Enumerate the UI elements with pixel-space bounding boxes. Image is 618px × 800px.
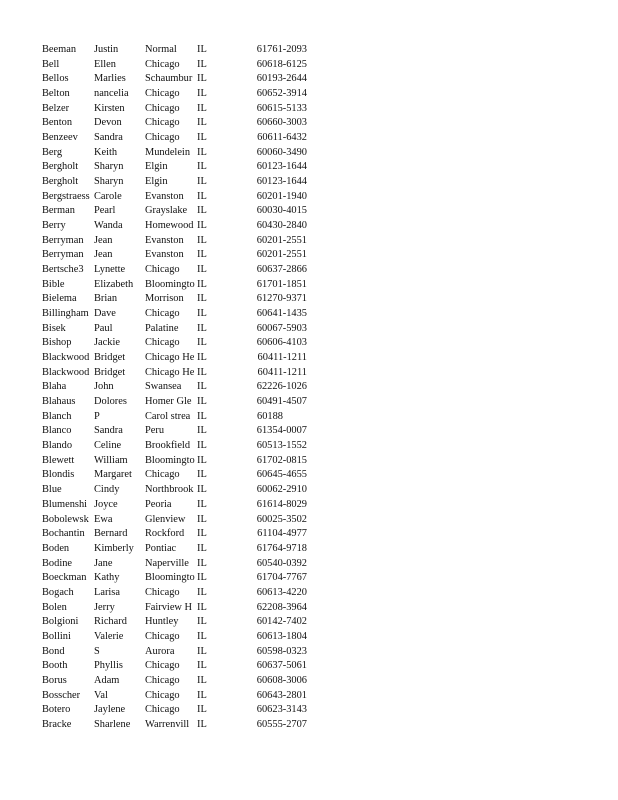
zip-cell: 60201-2551 (256, 249, 307, 261)
first-name-cell: Jerry (94, 601, 115, 613)
last-name-cell: Bishop (42, 337, 72, 349)
first-name-cell: Celine (94, 440, 122, 452)
city-cell: Northbrook (145, 484, 194, 496)
list-row (42, 263, 312, 278)
state-cell: IL (197, 146, 207, 158)
first-name-cell: Dolores (94, 396, 127, 408)
state-cell: IL (197, 557, 207, 569)
last-name-cell: Bergholt (42, 161, 79, 173)
first-name-cell: S (94, 645, 100, 657)
city-cell: Morrison (145, 293, 184, 305)
list-row (42, 190, 312, 205)
city-cell: Peoria (145, 498, 172, 510)
first-name-cell: Ewa (94, 513, 113, 525)
state-cell: IL (197, 58, 207, 70)
zip-cell: 60637-5061 (256, 660, 307, 672)
zip-cell: 60652-3914 (256, 88, 307, 100)
list-row (42, 307, 312, 322)
first-name-cell: P (94, 410, 100, 422)
list-row (42, 131, 312, 146)
first-name-cell: Sharyn (94, 161, 124, 173)
zip-cell: 60660-3003 (256, 117, 307, 129)
last-name-cell: Blahaus (42, 396, 76, 408)
zip-cell: 60645-4655 (256, 469, 307, 481)
first-name-cell: Bridget (94, 352, 126, 364)
zip-cell: 60430-2840 (256, 220, 307, 232)
list-row (42, 468, 312, 483)
first-name-cell: nancelia (94, 88, 129, 100)
city-cell: Normal (145, 44, 177, 55)
last-name-cell: Botero (42, 704, 71, 716)
list-row (42, 557, 312, 572)
first-name-cell: Larisa (94, 586, 120, 598)
state-cell: IL (197, 293, 207, 305)
city-cell: Carol strea (145, 410, 191, 422)
last-name-cell: Berryman (42, 234, 84, 246)
zip-cell: 60623-3143 (256, 704, 307, 716)
state-cell: IL (197, 410, 207, 422)
zip-cell: 60201-1940 (256, 190, 307, 202)
first-name-cell: Val (94, 689, 108, 701)
last-name-cell: Blanch (42, 410, 72, 422)
last-name-cell: Berman (42, 205, 75, 217)
city-cell: Chicago (145, 689, 180, 701)
last-name-cell: Blanco (42, 425, 72, 437)
last-name-cell: Belton (42, 88, 70, 100)
list-row (42, 689, 312, 704)
zip-cell: 61614-8029 (256, 498, 307, 510)
zip-cell: 60060-3490 (256, 146, 307, 158)
state-cell: IL (197, 498, 207, 510)
last-name-cell: Bell (42, 58, 60, 70)
city-cell: Chicago (145, 660, 180, 672)
city-cell: Huntley (145, 616, 179, 628)
last-name-cell: Blondis (42, 469, 75, 481)
list-row (42, 175, 312, 190)
zip-cell: 61701-1851 (256, 278, 307, 290)
last-name-cell: Belzer (42, 102, 70, 114)
first-name-cell: Ellen (94, 58, 116, 70)
list-row (42, 630, 312, 645)
list-row (42, 204, 312, 219)
zip-cell: 60611-6432 (257, 132, 307, 144)
list-row (42, 571, 312, 586)
last-name-cell: Booth (42, 660, 68, 672)
last-name-cell: Benzeev (42, 132, 78, 144)
zip-cell: 62226-1026 (256, 381, 307, 393)
state-cell: IL (197, 469, 207, 481)
state-cell: IL (197, 278, 207, 290)
state-cell: IL (197, 586, 207, 598)
zip-cell: 60641-1435 (256, 308, 307, 320)
city-cell: Chicago He (145, 366, 195, 378)
city-cell: Chicago (145, 88, 180, 100)
first-name-cell: John (94, 381, 114, 393)
state-cell: IL (197, 630, 207, 642)
state-cell: IL (197, 689, 207, 701)
zip-cell: 60123-1644 (256, 176, 307, 188)
city-cell: Naperville (145, 557, 189, 569)
list-row (42, 542, 312, 557)
first-name-cell: Dave (94, 308, 116, 320)
zip-cell: 61270-9371 (256, 293, 307, 305)
city-cell: Chicago (145, 704, 180, 716)
list-row (42, 645, 312, 660)
list-row (42, 424, 312, 439)
first-name-cell: Lynette (94, 264, 126, 276)
first-name-cell: Kirsten (94, 102, 125, 114)
last-name-cell: Blewett (42, 454, 75, 466)
zip-cell: 60540-0392 (256, 557, 307, 569)
list-row (42, 160, 312, 175)
first-name-cell: Jaylene (94, 704, 126, 716)
state-cell: IL (197, 88, 207, 100)
first-name-cell: Sharyn (94, 176, 124, 188)
first-name-cell: William (94, 454, 128, 466)
zip-cell: 60491-4507 (256, 396, 307, 408)
zip-cell: 60637-2866 (256, 264, 307, 276)
first-name-cell: Richard (94, 616, 127, 628)
city-cell: Homewood (145, 220, 194, 232)
city-cell: Evanston (145, 190, 184, 202)
state-cell: IL (197, 352, 207, 364)
last-name-cell: Bolgioni (42, 616, 79, 628)
first-name-cell: Devon (94, 117, 122, 129)
list-row (42, 601, 312, 616)
state-cell: IL (197, 528, 207, 540)
zip-cell: 61764-9718 (256, 542, 307, 554)
city-cell: Palatine (145, 322, 179, 334)
list-row (42, 718, 312, 733)
list-row (42, 58, 312, 73)
first-name-cell: Jackie (94, 337, 120, 349)
list-row (42, 483, 312, 498)
first-name-cell: Bridget (94, 366, 126, 378)
state-cell: IL (197, 322, 207, 334)
list-row (42, 366, 312, 381)
first-name-cell: Jean (94, 249, 113, 261)
state-cell: IL (197, 616, 207, 628)
last-name-cell: Blando (42, 440, 73, 452)
list-row (42, 513, 312, 528)
zip-cell: 60123-1644 (256, 161, 307, 173)
zip-cell: 60142-7402 (256, 616, 307, 628)
last-name-cell: Bollini (42, 630, 71, 642)
last-name-cell: Berryman (42, 249, 84, 261)
last-name-cell: Bisek (42, 322, 66, 334)
zip-cell: 60555-2707 (256, 718, 307, 730)
first-name-cell: Wanda (94, 220, 123, 232)
state-cell: IL (197, 440, 207, 452)
first-name-cell: Sharlene (94, 718, 131, 730)
first-name-cell: Marlies (94, 73, 126, 85)
city-cell: Rockford (145, 528, 185, 540)
state-cell: IL (197, 73, 207, 85)
zip-cell: 60062-2910 (256, 484, 307, 496)
first-name-cell: Margaret (94, 469, 132, 481)
state-cell: IL (197, 674, 207, 686)
last-name-cell: Bertsche3 (42, 264, 84, 276)
state-cell: IL (197, 660, 207, 672)
state-cell: IL (197, 176, 207, 188)
city-cell: Evanston (145, 234, 184, 246)
last-name-cell: Borus (42, 674, 67, 686)
list-row (42, 351, 312, 366)
list-row (42, 498, 312, 513)
list-row (42, 615, 312, 630)
last-name-cell: Berry (42, 220, 66, 232)
city-cell: Elgin (145, 161, 168, 173)
list-row (42, 116, 312, 131)
city-cell: Bloomingto (145, 278, 195, 290)
state-cell: IL (197, 117, 207, 129)
first-name-cell: Cindy (94, 484, 120, 496)
zip-cell: 61104-4977 (257, 528, 307, 540)
last-name-cell: Blaha (42, 381, 67, 393)
first-name-cell: Pearl (94, 205, 116, 217)
city-cell: Aurora (145, 645, 175, 657)
last-name-cell: Bodine (42, 557, 73, 569)
state-cell: IL (197, 337, 207, 349)
first-name-cell: Jane (94, 557, 113, 569)
zip-cell: 61761-2093 (256, 44, 307, 55)
state-cell: IL (197, 264, 207, 276)
zip-cell: 61354-0007 (256, 425, 307, 437)
state-cell: IL (197, 381, 207, 393)
zip-cell: 60193-2644 (256, 73, 307, 85)
last-name-cell: Blackwood (42, 352, 90, 364)
city-cell: Chicago (145, 674, 180, 686)
list-row (42, 454, 312, 469)
list-row (42, 146, 312, 161)
first-name-cell: Bernard (94, 528, 128, 540)
last-name-cell: Boeckman (42, 572, 87, 584)
first-name-cell: Joyce (94, 498, 118, 510)
state-cell: IL (197, 454, 207, 466)
first-name-cell: Phyllis (94, 660, 123, 672)
list-row (42, 336, 312, 351)
list-row (42, 292, 312, 307)
last-name-cell: Bergstraess (42, 190, 90, 202)
city-cell: Evanston (145, 249, 184, 261)
city-cell: Chicago (145, 337, 180, 349)
list-row (42, 703, 312, 718)
first-name-cell: Sandra (94, 425, 123, 437)
city-cell: Swansea (145, 381, 182, 393)
state-cell: IL (197, 234, 207, 246)
city-cell: Bloomingto (145, 454, 195, 466)
zip-cell: 60513-1552 (256, 440, 307, 452)
list-row (42, 278, 312, 293)
list-row (42, 439, 312, 454)
first-name-cell: Carole (94, 190, 122, 202)
zip-cell: 60025-3502 (256, 513, 307, 525)
zip-cell: 60618-6125 (256, 58, 307, 70)
state-cell: IL (197, 542, 207, 554)
first-name-cell: Kimberly (94, 542, 134, 554)
list-row (42, 527, 312, 542)
zip-cell: 60606-4103 (256, 337, 307, 349)
city-cell: Peru (145, 425, 165, 437)
last-name-cell: Bielema (42, 293, 77, 305)
zip-cell: 60643-2801 (256, 689, 307, 701)
city-cell: Chicago (145, 586, 180, 598)
city-cell: Pontiac (145, 542, 177, 554)
first-name-cell: Keith (94, 146, 118, 158)
first-name-cell: Brian (94, 293, 118, 305)
city-cell: Chicago He (145, 352, 195, 364)
last-name-cell: Bogach (42, 586, 74, 598)
zip-cell: 60411-1211 (257, 366, 307, 378)
last-name-cell: Bellos (42, 73, 69, 85)
zip-cell: 60201-2551 (256, 234, 307, 246)
last-name-cell: Beeman (42, 44, 77, 55)
list-row (42, 410, 312, 425)
city-cell: Grayslake (145, 205, 188, 217)
list-row (42, 380, 312, 395)
last-name-cell: Benton (42, 117, 73, 129)
zip-cell: 60608-3006 (256, 674, 307, 686)
list-row (42, 43, 312, 58)
list-row (42, 248, 312, 263)
first-name-cell: Valerie (94, 630, 124, 642)
city-cell: Brookfield (145, 440, 191, 452)
city-cell: Glenview (145, 513, 186, 525)
last-name-cell: Blue (42, 484, 62, 496)
list-row (42, 234, 312, 249)
last-name-cell: Boden (42, 542, 70, 554)
city-cell: Chicago (145, 117, 180, 129)
list-row (42, 659, 312, 674)
state-cell: IL (197, 190, 207, 202)
state-cell: IL (197, 102, 207, 114)
list-row (42, 674, 312, 689)
city-cell: Chicago (145, 308, 180, 320)
last-name-cell: Blackwood (42, 366, 90, 378)
address-list (42, 43, 312, 733)
list-row (42, 102, 312, 117)
state-cell: IL (197, 601, 207, 613)
state-cell: IL (197, 484, 207, 496)
city-cell: Fairview H (145, 601, 193, 613)
zip-cell: 62208-3964 (256, 601, 307, 613)
state-cell: IL (197, 645, 207, 657)
last-name-cell: Bochantin (42, 528, 85, 540)
state-cell: IL (197, 308, 207, 320)
zip-cell: 60613-4220 (256, 586, 307, 598)
city-cell: Chicago (145, 102, 180, 114)
city-cell: Warrenvill (145, 718, 190, 730)
city-cell: Chicago (145, 58, 180, 70)
last-name-cell: Berg (42, 146, 63, 158)
zip-cell: 61702-0815 (256, 454, 307, 466)
city-cell: Homer Gle (145, 396, 192, 408)
first-name-cell: Jean (94, 234, 113, 246)
list-row (42, 395, 312, 410)
first-name-cell: Elizabeth (94, 278, 134, 290)
state-cell: IL (197, 704, 207, 716)
state-cell: IL (197, 396, 207, 408)
zip-cell: 60613-1804 (256, 630, 307, 642)
state-cell: IL (197, 366, 207, 378)
city-cell: Chicago (145, 132, 180, 144)
state-cell: IL (197, 572, 207, 584)
zip-cell: 60598-0323 (256, 645, 307, 657)
city-cell: Schaumbur (145, 73, 193, 85)
list-row (42, 219, 312, 234)
city-cell: Chicago (145, 469, 180, 481)
last-name-cell: Bosscher (42, 689, 81, 701)
last-name-cell: Bobolewsk (42, 513, 89, 525)
state-cell: IL (197, 205, 207, 217)
first-name-cell: Justin (94, 44, 119, 55)
last-name-cell: Blumenshi (42, 498, 88, 510)
zip-cell: 60615-5133 (256, 102, 307, 114)
list-row (42, 72, 312, 87)
state-cell: IL (197, 249, 207, 261)
last-name-cell: Billingham (42, 308, 89, 320)
state-cell: IL (197, 161, 207, 173)
first-name-cell: Kathy (94, 572, 120, 584)
city-cell: Bloomingto (145, 572, 195, 584)
first-name-cell: Paul (94, 322, 113, 334)
last-name-cell: Bolen (42, 601, 67, 613)
state-cell: IL (197, 220, 207, 232)
last-name-cell: Bergholt (42, 176, 79, 188)
state-cell: IL (197, 425, 207, 437)
last-name-cell: Bond (42, 645, 65, 657)
state-cell: IL (197, 718, 207, 730)
zip-cell: 60030-4015 (256, 205, 307, 217)
state-cell: IL (197, 513, 207, 525)
state-cell: IL (197, 132, 207, 144)
last-name-cell: Bible (42, 278, 65, 290)
city-cell: Elgin (145, 176, 168, 188)
zip-cell: 60067-5903 (256, 322, 307, 334)
list-row (42, 322, 312, 337)
city-cell: Mundelein (145, 146, 191, 158)
first-name-cell: Adam (94, 674, 120, 686)
last-name-cell: Bracke (42, 718, 72, 730)
list-row (42, 586, 312, 601)
zip-cell: 60411-1211 (257, 352, 307, 364)
zip-cell: 61704-7767 (256, 572, 307, 584)
city-cell: Chicago (145, 264, 180, 276)
state-cell: IL (197, 44, 207, 55)
list-row (42, 87, 312, 102)
zip-cell: 60188 (257, 410, 283, 422)
city-cell: Chicago (145, 630, 180, 642)
first-name-cell: Sandra (94, 132, 123, 144)
